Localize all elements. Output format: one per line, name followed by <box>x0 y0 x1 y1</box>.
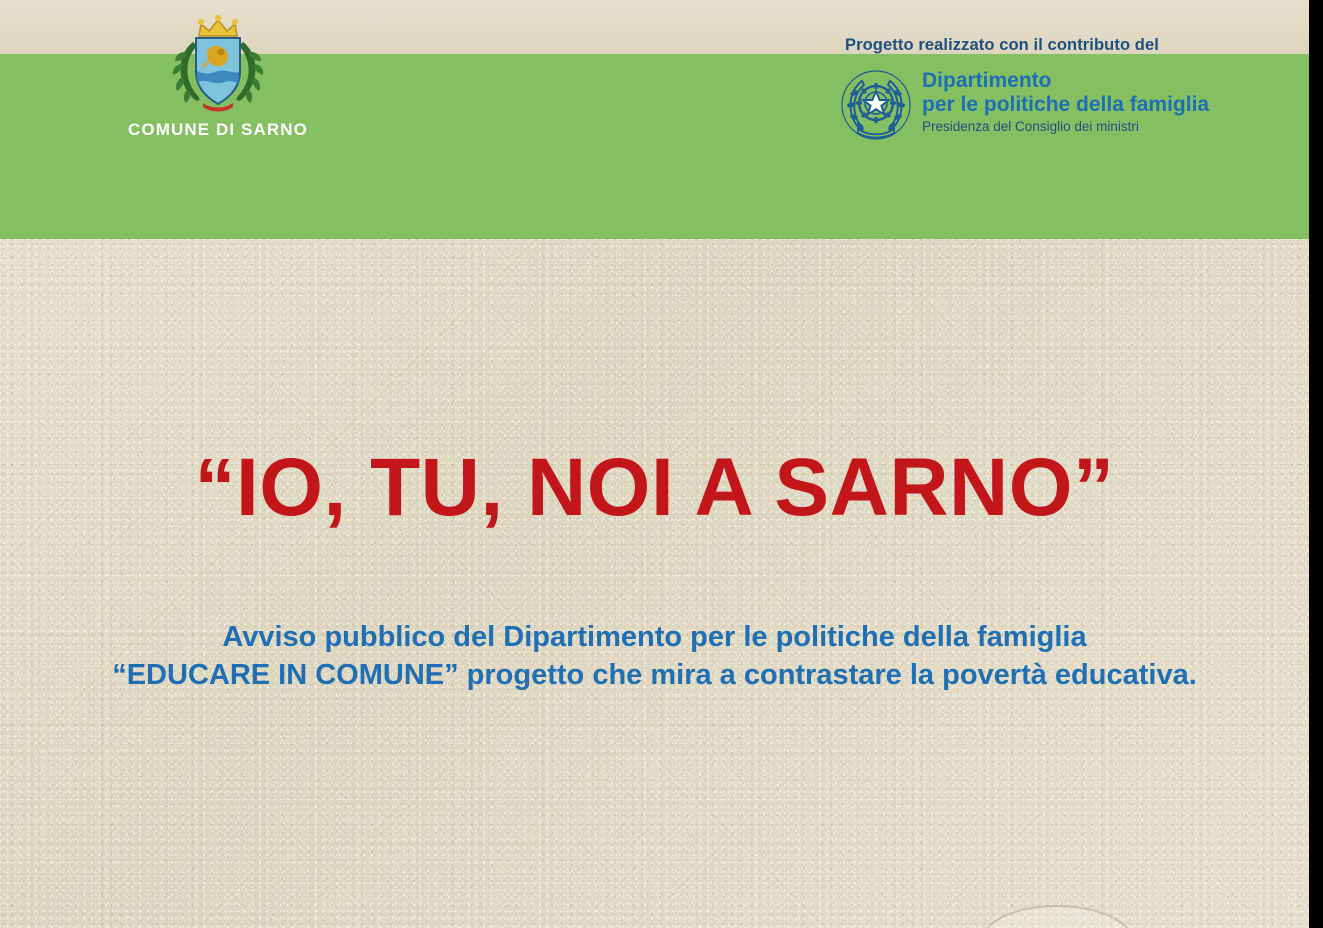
department-credit-block <box>840 36 1270 141</box>
comune-logo-block <box>103 8 333 140</box>
italian-republic-emblem-icon <box>840 69 912 141</box>
comune-name-label: COMUNE DI SARNO <box>128 120 308 139</box>
page-right-edge <box>1309 0 1323 928</box>
department-line-1: Dipartimento <box>922 69 1052 92</box>
subtitle-line-2: “EDUCARE IN COMUNE” progetto che mira a contrastare la povertà educativa. <box>112 659 1197 692</box>
department-line-2: per le politiche della famiglia <box>922 92 1210 116</box>
contribution-line: Progetto realizzato con il contributo del <box>845 36 1159 54</box>
decorative-oval <box>980 905 1134 928</box>
civic-coat-of-arms-icon <box>163 8 273 116</box>
poster-subtitle <box>0 618 1309 695</box>
poster-title: “IO, TU, NOI A SARNO” <box>194 442 1115 533</box>
department-line-3: Presidenza del Consiglio dei ministri <box>922 119 1139 135</box>
subtitle-line-1: Avviso pubblico del Dipartimento per le politiche della famiglia <box>222 621 1087 653</box>
